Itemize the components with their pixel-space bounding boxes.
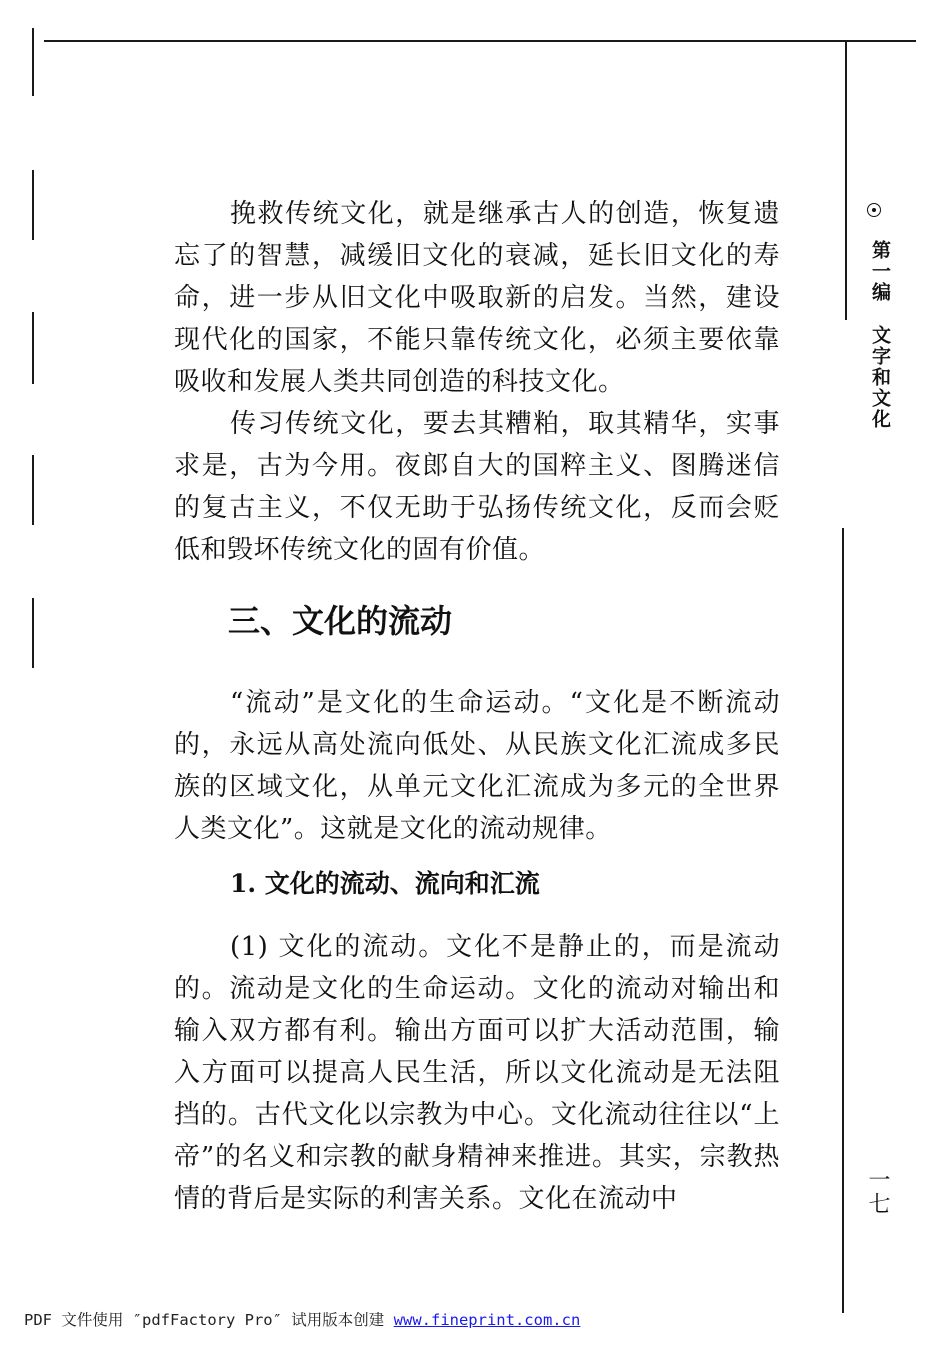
footer-text: PDF 文件使用 ″pdfFactory Pro″ 试用版本创建 [24,1311,385,1329]
section-heading: 三、文化的流动 [228,602,453,640]
left-edge-line [32,28,34,96]
left-edge-line [32,170,34,240]
margin-part-label: 第一编 [869,240,891,303]
right-margin-line [842,528,844,1313]
circle-bullet-icon [867,203,881,217]
left-edge-line [32,455,34,525]
left-edge-line [32,312,34,384]
footer-link[interactable]: www.fineprint.com.cn [393,1311,581,1329]
right-margin-line [845,42,847,320]
top-rule [44,40,916,42]
margin-section-label: 文字和文化 [869,325,891,430]
page-number: 一七 [865,1168,890,1216]
subsection-heading: 1. 文化的流动、流向和汇流 [230,869,540,898]
footer [24,1308,580,1330]
paragraph-3: “流动”是文化的生命运动。“文化是不断流动的，永远从高处流向低处、从民族文化汇流成多民族的区域文化，从单元文化汇流成为多元的全世界人类文化”。这就是文化的流动规律。 [174,688,780,844]
paragraph-2: 传习传统文化，要去其糟粕，取其精华，实事求是，古为今用。夜郎自大的国粹主义、图腾迷信的复古主义，不仅无助于弘扬传统文化，反而会贬低和毁坏传统文化的固有价值。 [174,409,780,565]
paragraph-4: (1) 文化的流动。文化不是静止的，而是流动的。流动是文化的生命运动。文化的流动对输出和输入双方都有利。输出方面可以扩大活动范围，输入方面可以提高人民生活，所以文化流动是无法阻挡的。古代文化以宗教为中心。文化流动往往以“上帝”的名义和宗教的献身精神来推进。其实，宗教热情的背后是实际的利害关系。文化在流动中 [174,932,780,1214]
left-edge-line [32,598,34,668]
paragraph-1: 挽救传统文化，就是继承古人的创造，恢复遗忘了的智慧，减缓旧文化的衰减，延长旧文化的寿命，进一步从旧文化中吸取新的启发。当然，建设现代化的国家，不能只靠传统文化，必须主要依靠吸收和发展人类共同创造的科技文化。 [174,199,780,397]
